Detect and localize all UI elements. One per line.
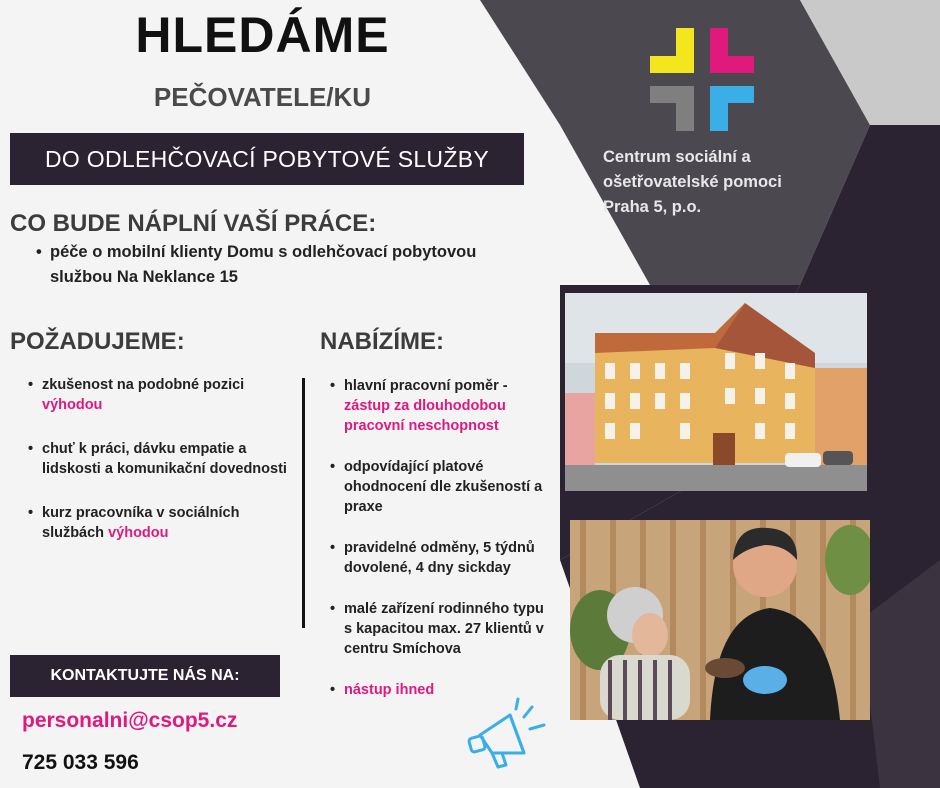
organization-line: Praha 5, p.o. [603, 198, 702, 216]
item-highlight: výhodou [42, 397, 103, 413]
organization-logo [648, 28, 760, 134]
caregiver-photo [570, 520, 870, 720]
item-text: hlavní pracovní poměr - [344, 378, 508, 394]
building-photo [565, 293, 867, 491]
offers-list [344, 376, 549, 721]
page-title: HLEDÁME [135, 7, 390, 63]
item-text: pravidelné odměny, 5 týdnů dovolené, 4 dny sickday [344, 540, 535, 576]
contact-label: KONTAKTUJTE NÁS NA: [10, 655, 280, 697]
requirements-list [42, 375, 292, 567]
page-subtitle: PEČOVATELE/KU [153, 82, 372, 112]
offers-heading: NABÍZÍME: [320, 328, 444, 355]
duties-heading: CO BUDE NÁPLNÍ VAŠÍ PRÁCE: [10, 210, 377, 237]
column-divider [302, 378, 305, 628]
service-banner: DO ODLEHČOVACÍ POBYTOVÉ SLUŽBY [10, 133, 524, 185]
organization-line: Centrum sociální a [603, 148, 751, 166]
item-highlight: nástup ihned [344, 682, 435, 698]
item-highlight: výhodou [108, 525, 169, 541]
duties-list [50, 240, 510, 290]
list-item [42, 375, 292, 415]
contact-phone[interactable]: 725 033 596 [22, 751, 139, 774]
megaphone-icon [458, 695, 554, 775]
list-item: • péče o mobilní klienty Domu s odlehčovací pobytovou službou Na Neklance 15 [50, 240, 510, 290]
list-item [344, 538, 549, 578]
organization-line: ošetřovatelské pomoci [603, 173, 782, 191]
contact-email[interactable]: personalni@csop5.cz [22, 709, 238, 732]
requirements-heading: POŽADUJEME: [10, 328, 185, 355]
item-text: chuť k práci, dávku empatie a lidskosti a komunikační dovednosti [42, 441, 287, 477]
item-highlight: zástup za dlouhodobou pracovní neschopnost [344, 398, 506, 434]
item-text: odpovídající platové ohodnocení dle zkušeností a praxe [344, 459, 543, 515]
list-item [344, 599, 549, 659]
item-text: zkušenost na podobné pozici [42, 377, 245, 393]
list-item [344, 376, 549, 436]
list-item [42, 503, 292, 543]
organization-name [603, 145, 863, 220]
item-text: kurz pracovníka v sociálních službách [42, 505, 240, 541]
list-item [42, 439, 292, 479]
item-text: malé zařízení rodinného typu s kapacitou max. 27 klientů v centru Smíchova [344, 601, 544, 657]
list-item [344, 457, 549, 517]
